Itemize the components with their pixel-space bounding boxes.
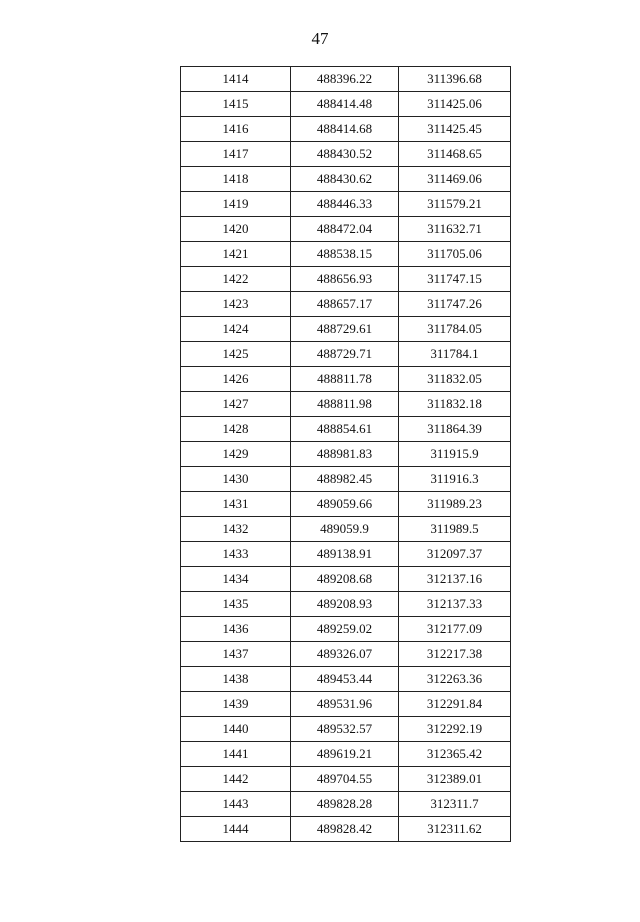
table-row xyxy=(181,517,511,542)
table-row xyxy=(181,817,511,842)
point-number-cell: 1437 xyxy=(181,642,291,667)
y-coordinate-cell: 312389.01 xyxy=(399,767,511,792)
table-row xyxy=(181,767,511,792)
table-row xyxy=(181,792,511,817)
x-coordinate-cell: 488811.98 xyxy=(291,392,399,417)
x-coordinate-cell: 489326.07 xyxy=(291,642,399,667)
point-number-cell: 1426 xyxy=(181,367,291,392)
x-coordinate-cell: 488981.83 xyxy=(291,442,399,467)
y-coordinate-cell: 311632.71 xyxy=(399,217,511,242)
y-coordinate-cell: 312263.36 xyxy=(399,667,511,692)
table-row xyxy=(181,717,511,742)
point-number-cell: 1441 xyxy=(181,742,291,767)
table-row xyxy=(181,592,511,617)
y-coordinate-cell: 311864.39 xyxy=(399,417,511,442)
x-coordinate-cell: 489208.68 xyxy=(291,567,399,592)
y-coordinate-cell: 312217.38 xyxy=(399,642,511,667)
x-coordinate-cell: 488811.78 xyxy=(291,367,399,392)
x-coordinate-cell: 488446.33 xyxy=(291,192,399,217)
x-coordinate-cell: 488430.52 xyxy=(291,142,399,167)
point-number-cell: 1415 xyxy=(181,92,291,117)
point-number-cell: 1438 xyxy=(181,667,291,692)
y-coordinate-cell: 312365.42 xyxy=(399,742,511,767)
x-coordinate-cell: 489138.91 xyxy=(291,542,399,567)
y-coordinate-cell: 311784.1 xyxy=(399,342,511,367)
point-number-cell: 1422 xyxy=(181,267,291,292)
y-coordinate-cell: 311705.06 xyxy=(399,242,511,267)
y-coordinate-cell: 311425.45 xyxy=(399,117,511,142)
y-coordinate-cell: 311468.65 xyxy=(399,142,511,167)
y-coordinate-cell: 312097.37 xyxy=(399,542,511,567)
point-number-cell: 1428 xyxy=(181,417,291,442)
table-row xyxy=(181,617,511,642)
y-coordinate-cell: 311989.5 xyxy=(399,517,511,542)
y-coordinate-cell: 312311.62 xyxy=(399,817,511,842)
y-coordinate-cell: 311469.06 xyxy=(399,167,511,192)
point-number-cell: 1429 xyxy=(181,442,291,467)
table-row xyxy=(181,667,511,692)
table-row xyxy=(181,742,511,767)
table-row xyxy=(181,217,511,242)
point-number-cell: 1418 xyxy=(181,167,291,192)
y-coordinate-cell: 311832.05 xyxy=(399,367,511,392)
x-coordinate-cell: 488729.71 xyxy=(291,342,399,367)
table-row xyxy=(181,92,511,117)
x-coordinate-cell: 488538.15 xyxy=(291,242,399,267)
x-coordinate-cell: 489208.93 xyxy=(291,592,399,617)
point-number-cell: 1416 xyxy=(181,117,291,142)
point-number-cell: 1433 xyxy=(181,542,291,567)
table-row xyxy=(181,242,511,267)
table-row xyxy=(181,392,511,417)
point-number-cell: 1440 xyxy=(181,717,291,742)
point-number-cell: 1419 xyxy=(181,192,291,217)
table-row xyxy=(181,642,511,667)
point-number-cell: 1442 xyxy=(181,767,291,792)
y-coordinate-cell: 311989.23 xyxy=(399,492,511,517)
point-number-cell: 1420 xyxy=(181,217,291,242)
y-coordinate-cell: 312311.7 xyxy=(399,792,511,817)
y-coordinate-cell: 311915.9 xyxy=(399,442,511,467)
table-row xyxy=(181,167,511,192)
table-row xyxy=(181,367,511,392)
table-row xyxy=(181,567,511,592)
x-coordinate-cell: 489453.44 xyxy=(291,667,399,692)
x-coordinate-cell: 488729.61 xyxy=(291,317,399,342)
x-coordinate-cell: 488414.48 xyxy=(291,92,399,117)
table-row xyxy=(181,467,511,492)
x-coordinate-cell: 488656.93 xyxy=(291,267,399,292)
page-number: 47 xyxy=(311,29,329,48)
x-coordinate-cell: 489828.28 xyxy=(291,792,399,817)
point-number-cell: 1430 xyxy=(181,467,291,492)
table-row xyxy=(181,342,511,367)
point-number-cell: 1436 xyxy=(181,617,291,642)
y-coordinate-cell: 312137.16 xyxy=(399,567,511,592)
table-row xyxy=(181,267,511,292)
table-row xyxy=(181,142,511,167)
y-coordinate-cell: 311832.18 xyxy=(399,392,511,417)
table-row xyxy=(181,292,511,317)
y-coordinate-cell: 311747.15 xyxy=(399,267,511,292)
point-number-cell: 1427 xyxy=(181,392,291,417)
point-number-cell: 1432 xyxy=(181,517,291,542)
y-coordinate-cell: 311916.3 xyxy=(399,467,511,492)
x-coordinate-cell: 488430.62 xyxy=(291,167,399,192)
point-number-cell: 1443 xyxy=(181,792,291,817)
table-row xyxy=(181,542,511,567)
x-coordinate-cell: 489704.55 xyxy=(291,767,399,792)
y-coordinate-cell: 311425.06 xyxy=(399,92,511,117)
point-number-cell: 1434 xyxy=(181,567,291,592)
y-coordinate-cell: 312137.33 xyxy=(399,592,511,617)
y-coordinate-cell: 311579.21 xyxy=(399,192,511,217)
table-row xyxy=(181,442,511,467)
point-number-cell: 1421 xyxy=(181,242,291,267)
point-number-cell: 1444 xyxy=(181,817,291,842)
table-row xyxy=(181,492,511,517)
x-coordinate-cell: 488982.45 xyxy=(291,467,399,492)
point-number-cell: 1431 xyxy=(181,492,291,517)
y-coordinate-cell: 311784.05 xyxy=(399,317,511,342)
point-number-cell: 1414 xyxy=(181,67,291,92)
x-coordinate-cell: 488396.22 xyxy=(291,67,399,92)
x-coordinate-cell: 489532.57 xyxy=(291,717,399,742)
x-coordinate-cell: 489059.9 xyxy=(291,517,399,542)
table-row xyxy=(181,317,511,342)
x-coordinate-cell: 488854.61 xyxy=(291,417,399,442)
table-row xyxy=(181,692,511,717)
point-number-cell: 1423 xyxy=(181,292,291,317)
table-row xyxy=(181,417,511,442)
point-number-cell: 1424 xyxy=(181,317,291,342)
x-coordinate-cell: 488414.68 xyxy=(291,117,399,142)
y-coordinate-cell: 312177.09 xyxy=(399,617,511,642)
x-coordinate-cell: 489259.02 xyxy=(291,617,399,642)
point-number-cell: 1435 xyxy=(181,592,291,617)
y-coordinate-cell: 311396.68 xyxy=(399,67,511,92)
point-number-cell: 1439 xyxy=(181,692,291,717)
table-row xyxy=(181,192,511,217)
y-coordinate-cell: 311747.26 xyxy=(399,292,511,317)
x-coordinate-cell: 489619.21 xyxy=(291,742,399,767)
point-number-cell: 1417 xyxy=(181,142,291,167)
y-coordinate-cell: 312291.84 xyxy=(399,692,511,717)
y-coordinate-cell: 312292.19 xyxy=(399,717,511,742)
table-row xyxy=(181,67,511,92)
coordinates-table-body xyxy=(181,67,511,842)
point-number-cell: 1425 xyxy=(181,342,291,367)
x-coordinate-cell: 489059.66 xyxy=(291,492,399,517)
coordinates-table xyxy=(180,66,511,842)
table-row xyxy=(181,117,511,142)
x-coordinate-cell: 489828.42 xyxy=(291,817,399,842)
x-coordinate-cell: 488657.17 xyxy=(291,292,399,317)
x-coordinate-cell: 489531.96 xyxy=(291,692,399,717)
x-coordinate-cell: 488472.04 xyxy=(291,217,399,242)
